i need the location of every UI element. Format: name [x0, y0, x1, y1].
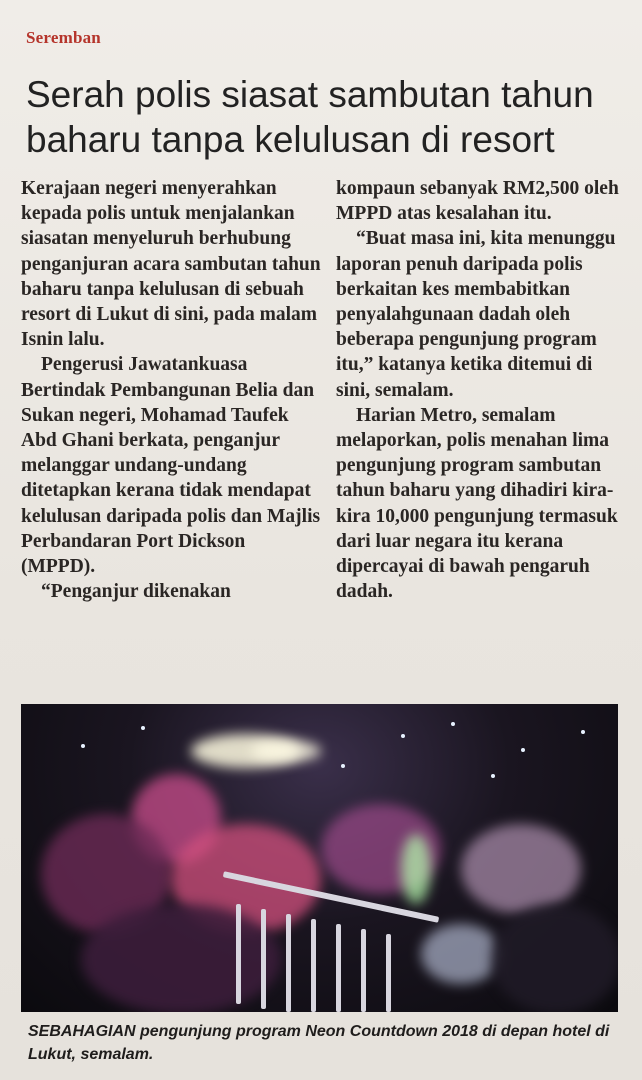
caption-lead: SEBAHAGIAN: [28, 1023, 136, 1040]
barricade-bar: [361, 929, 366, 1012]
paragraph: kompaun sebanyak RM2,500 oleh MPPD atas kesalahan itu.: [336, 178, 619, 225]
photo-caption: [28, 1020, 628, 1066]
crowd-glow: [491, 904, 618, 1012]
section-label: Seremban: [26, 28, 101, 47]
crowd-glow: [401, 834, 431, 904]
barricade-bar: [286, 914, 291, 1012]
barricade-bar: [336, 924, 341, 1012]
light-dot: [521, 748, 525, 752]
light-dot: [341, 764, 345, 768]
light-dot: [81, 744, 85, 748]
light-dot: [401, 734, 405, 738]
concert-crowd-photo: [21, 704, 618, 1012]
paragraph: Pengerusi Jawatankuasa Bertindak Pembangunan Belia dan Sukan negeri, Mohamad Taufek Abd Ghani berkata, penganjur melanggar undang-undang ditetapkan kerana tidak mendapat kelulusan daripada polis dan Majlis Perbandaran Port Dickson (MPPD).: [21, 354, 321, 578]
paragraph: “Penganjur dikenakan: [41, 581, 231, 603]
light-dot: [451, 722, 455, 726]
crowd-glow: [81, 904, 281, 1012]
paragraph: Kerajaan negeri menyerahkan kepada polis untuk menjalankan siasatan menyeluruh berhubung penganjuran acara sambutan tahun baharu tanpa kelulusan di sebuah resort di Lukut di sini, pada malam Isnin lalu.: [21, 178, 321, 351]
headline: Serah polis siasat sambutan tahun baharu tanpa kelulusan di resort: [26, 74, 594, 160]
stage-light: [251, 740, 321, 762]
barricade-bar: [236, 904, 241, 1004]
light-dot: [581, 730, 585, 734]
article-column-left: [21, 176, 321, 604]
caption-text: pengunjung program Neon Countdown 2018 di depan hotel di Lukut, semalam.: [28, 1023, 610, 1063]
crowd-glow: [421, 924, 501, 984]
barricade-bar: [261, 909, 266, 1009]
light-dot: [491, 774, 495, 778]
paragraph: “Buat masa ini, kita menunggu laporan penuh daripada polis berkaitan kes membabitkan penyalahgunaan dadah oleh beberapa pengunjung program itu,” katanya ketika ditemui di sini, semalam.: [336, 228, 616, 401]
crowd-glow: [461, 824, 581, 914]
barricade-bar: [386, 934, 391, 1012]
barricade-bar: [311, 919, 316, 1012]
paragraph: Harian Metro, semalam melaporkan, polis menahan lima pengunjung program sambutan tahun baharu yang dihadiri kira-kira 10,000 pengunjung termasuk dari luar negara itu kerana dipercayai di bawah pengaruh dadah.: [336, 404, 618, 603]
light-dot: [141, 726, 145, 730]
article-column-right: [336, 176, 630, 604]
